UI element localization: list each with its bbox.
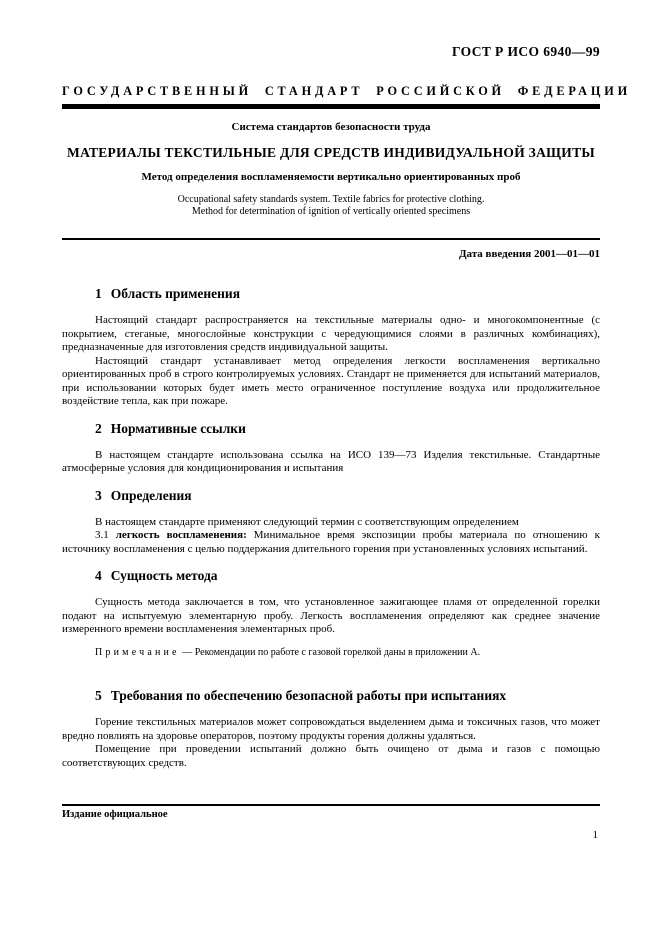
section-heading — [62, 567, 600, 584]
standard-system-title: Система стандартов безопасности труда — [231, 121, 431, 133]
paragraph: Горение текстильных материалов может сопровождаться выделением дыма и токсичных газов, что может вредно повлиять на здоровье операторов, поэтому продукты горения должны удаляться. — [62, 716, 600, 742]
section-number: 3 — [95, 487, 102, 503]
paragraph: Помещение при проведении испытаний должно быть очищено от дыма и газов с помощью соответствующих средств. — [62, 743, 600, 769]
note — [62, 647, 600, 660]
section-body — [62, 449, 600, 476]
section-body — [62, 516, 600, 557]
note-label: Примечание — [95, 646, 180, 658]
effective-date: Дата введения 2001—01—01 — [458, 248, 600, 260]
paragraph: Настоящий стандарт распространяется на текстильные материалы одно- и многокомпонентные (с покрытием, стеганые, многослойные конструкции с чередующимися слоями в различных комбинациях), предназначенные для изготовления средств индивидуальной защиты. — [62, 314, 600, 353]
section-title: Требования по обеспечению безопасной работы при испытаниях — [110, 688, 507, 703]
paragraph: В настоящем стандарте использована ссылка на ИСО 139—73 Изделия текстильные. Стандартные атмосферные условия для кондиционирования и испытания — [62, 448, 600, 474]
term-name: легкость воспламенения: — [115, 529, 247, 541]
english-title — [62, 194, 600, 218]
page-number: 1 — [592, 829, 598, 841]
section-title: Нормативные ссылки — [110, 420, 246, 436]
document-subtitle: Метод определения воспламеняемости вертикально ориентированных проб — [141, 171, 521, 183]
paragraph: В настоящем стандарте применяют следующий термин с соответствующим определением — [95, 515, 519, 528]
page-footer — [62, 804, 600, 841]
federation-header: ГОСУДАРСТВЕННЫЙ СТАНДАРТ РОССИЙСКОЙ ФЕДЕРАЦИИ — [62, 84, 631, 98]
paragraph: Сущность метода заключается в том, что установленное зажигающее пламя от определенной горелки подают на испытуемую элементарную пробу. Легкость воспламенения определяют как среднее значение измеренного времени воспламенения элементарных проб. — [62, 596, 600, 635]
document-title: МАТЕРИАЛЫ ТЕКСТИЛЬНЫЕ ДЛЯ СРЕДСТВ ИНДИВИДУАЛЬНОЙ ЗАЩИТЫ — [67, 145, 595, 160]
section-definitions — [62, 487, 600, 557]
footer-rule — [62, 804, 600, 806]
section-scope — [62, 285, 600, 409]
section-number: 4 — [95, 568, 102, 583]
section-title: Определения — [110, 487, 192, 503]
english-title-line1: Occupational safety standards system. Textile fabrics for protective clothing. — [177, 194, 485, 205]
intro-rule — [62, 238, 600, 240]
term-number: 3.1 — [95, 529, 116, 541]
section-safety-requirements — [62, 687, 600, 770]
section-heading — [62, 285, 600, 302]
section-heading — [62, 420, 600, 437]
section-title: Область применения — [110, 286, 241, 301]
section-number: 5 — [95, 688, 102, 703]
section-body — [62, 716, 600, 770]
section-body — [62, 314, 600, 409]
edition-note: Издание официальное — [62, 809, 168, 820]
note-text: — Рекомендации по работе с газовой горелкой даны в приложении А. — [179, 646, 481, 658]
header-bar — [62, 104, 600, 109]
section-number: 2 — [95, 420, 102, 436]
section-heading — [62, 487, 600, 504]
section-method-essence — [62, 567, 600, 659]
section-normative-references — [62, 420, 600, 476]
doc-code: ГОСТ Р ИСО 6940—99 — [452, 44, 600, 59]
section-number: 1 — [95, 286, 102, 301]
section-body — [62, 596, 600, 659]
english-title-line2: Method for determination of ignition of vertically oriented specimens — [191, 206, 471, 217]
term-definition — [62, 529, 600, 556]
section-title: Сущность метода — [110, 568, 218, 583]
paragraph: Настоящий стандарт устанавливает метод определения легкости воспламенения вертикально ориентированных проб в строго контролируемых условиях. Стандарт не применяется для испытаний материалов, при использовании которых будет иметь место ограниченное поступление воздуха или продолжительное воздействие тепла, как при пожаре. — [62, 354, 600, 407]
term-text: Минимальное время экспозиции пробы материала по отношению к источнику воспламенения с целью поддержания длительного горения при установленных условиях испытаний. — [62, 529, 600, 555]
section-heading — [62, 687, 600, 704]
